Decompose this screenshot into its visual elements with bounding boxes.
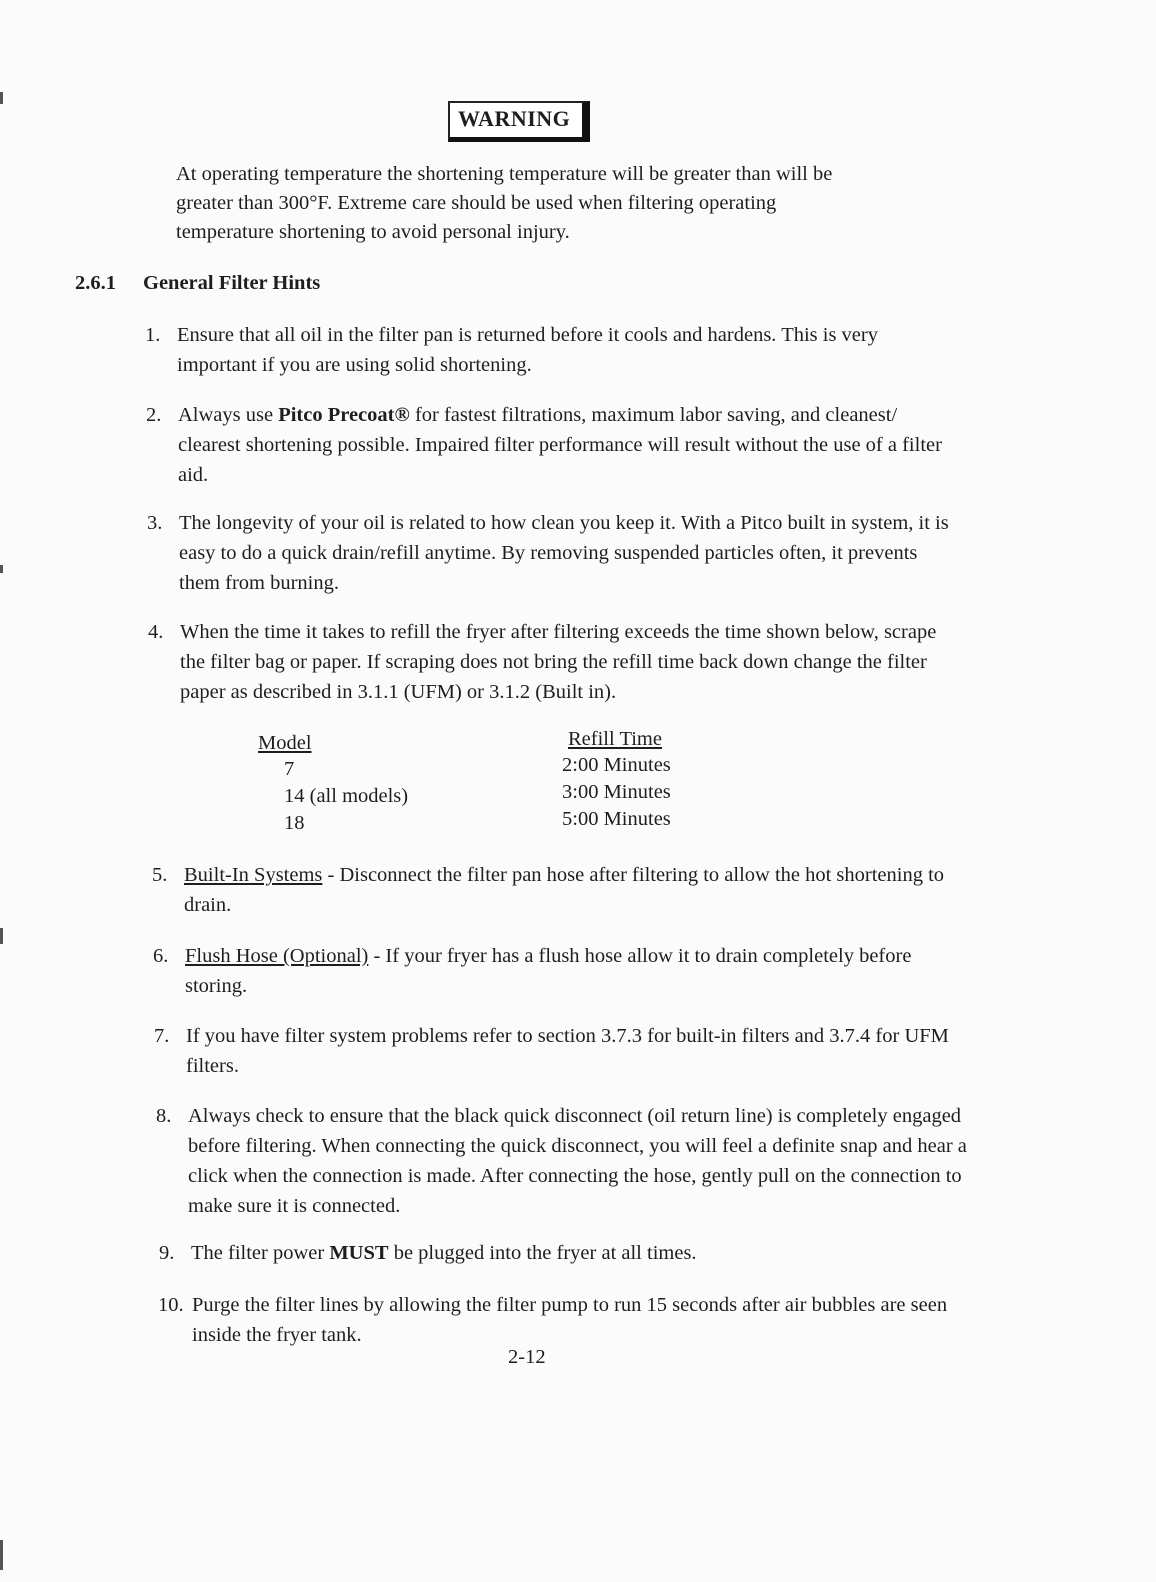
- refill-time-column: [562, 726, 762, 833]
- item-number: 6.: [153, 945, 169, 967]
- emphasis-text: MUST: [329, 1242, 389, 1264]
- section-heading: [75, 272, 320, 295]
- item-number: 7.: [154, 1025, 170, 1047]
- item-label: Flush Hose (Optional): [185, 945, 369, 967]
- refill-time-cell: 2:00 Minutes: [562, 754, 671, 776]
- page-number: 2-12: [508, 1346, 546, 1368]
- item-number: 1.: [145, 324, 161, 346]
- item-number: 8.: [156, 1105, 172, 1127]
- warning-text: At operating temperature the shortening temperature will be greater than will be greater than 300°F. Extreme care should be used when filtering operating temperature shortening to avoid personal injury.: [176, 163, 833, 243]
- refill-time-header: Refill Time: [568, 728, 662, 750]
- item-text-pre: Always use: [178, 404, 279, 426]
- item-text: Always check to ensure that the black quick disconnect (oil return line) is completely engaged before filtering. When connecting the quick disconnect, you will feel a definite snap and hear a click when the connection is made. After connecting the hose, gently pull on the connection to make sure it is connected.: [188, 1105, 967, 1217]
- list-item: [156, 1101, 968, 1221]
- scan-edge-mark: [0, 92, 3, 104]
- refill-time-cell: 5:00 Minutes: [562, 808, 671, 830]
- item-text: Purge the filter lines by allowing the filter pump to run 15 seconds after air bubbles are seen inside the fryer tank.: [192, 1294, 948, 1346]
- product-name: Pitco Precoat®: [278, 404, 410, 426]
- item-text: If you have filter system problems refer to section 3.7.3 for built-in filters and 3.7.4 for UFM filters.: [186, 1025, 949, 1077]
- list-item: [148, 617, 960, 707]
- scan-edge-mark: [0, 1540, 3, 1570]
- refill-time-cell: 3:00 Minutes: [562, 781, 671, 803]
- item-number: 4.: [148, 621, 164, 643]
- model-cell: 14 (all models): [284, 785, 409, 807]
- list-item: [154, 1021, 966, 1081]
- item-text: When the time it takes to refill the fryer after filtering exceeds the time shown below, scrape the filter bag or paper. If scraping does not bring the refill time back down change the filter paper as described in 3.1.1 (UFM) or 3.1.2 (Built in).: [180, 621, 937, 703]
- warning-label: WARNING: [448, 101, 590, 142]
- item-label: Built-In Systems: [184, 864, 323, 886]
- item-text: The longevity of your oil is related to how clean you keep it. With a Pitco built in system, it is easy to do a quick drain/refill anytime. By removing suspended particles often, it prevents them from burning.: [179, 512, 949, 594]
- model-column: [258, 730, 508, 837]
- list-item: [159, 1238, 971, 1268]
- list-item: [153, 941, 965, 1001]
- item-text-pre: The filter power: [191, 1242, 330, 1264]
- scan-edge-mark: [0, 928, 3, 944]
- model-cell: 18: [284, 812, 305, 834]
- item-text-post: be plugged into the fryer at all times.: [388, 1242, 697, 1264]
- list-item: [152, 860, 964, 920]
- item-text: Ensure that all oil in the filter pan is returned before it cools and hardens. This is very important if you are using solid shortening.: [177, 324, 878, 376]
- item-number: 9.: [159, 1242, 175, 1264]
- list-item: [146, 400, 956, 490]
- item-text-post: for fastest filtrations, maximum labor saving, and cleanest/ clearest shortening possible. Impaired filter performance will result without the use of a filter aid.: [178, 404, 942, 486]
- section-number: 2.6.1: [75, 272, 116, 294]
- item-text: - Disconnect the filter pan hose after filtering to allow the hot shortening to drain.: [184, 864, 945, 916]
- list-item: [145, 320, 957, 380]
- scan-edge-mark: [0, 565, 3, 573]
- model-header: Model: [258, 732, 312, 754]
- model-cell: 7: [284, 758, 295, 780]
- item-number: 2.: [146, 404, 162, 426]
- item-number: 5.: [152, 864, 168, 886]
- item-number: 3.: [147, 512, 163, 534]
- list-item: [147, 508, 957, 598]
- item-number: 10.: [158, 1294, 184, 1316]
- item-text: - If your fryer has a flush hose allow it to drain completely before storing.: [185, 945, 912, 997]
- list-item: [158, 1290, 972, 1350]
- section-title: General Filter Hints: [143, 272, 321, 294]
